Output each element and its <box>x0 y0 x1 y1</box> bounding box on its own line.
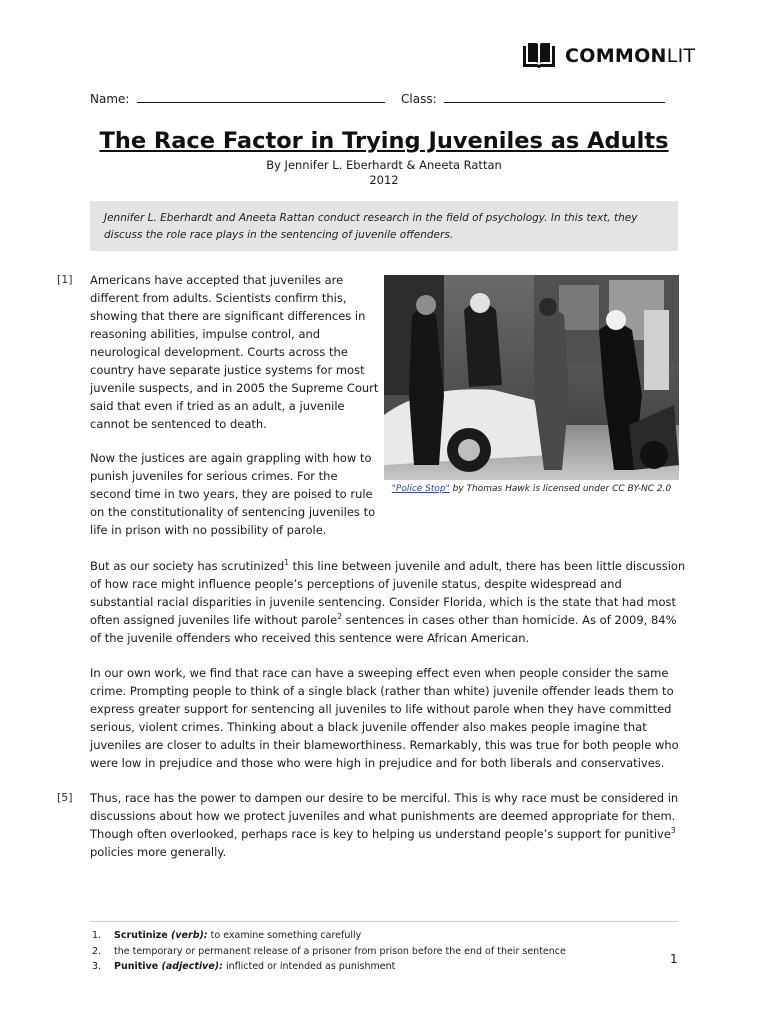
page-number: 1 <box>670 952 678 966</box>
paragraph-3: But as our society has scrutinized$^1$ this line between juvenile and adult, there has been little discussion of how race might influence people’s perceptions of juvenile status, despite widespread and substantial racial disparities in juvenile sentencing. Consider Florida, which is the state that had most often assigned juveniles life without parole$^2$ sentences in cases other than homicide. As of 2009, 84% of the juvenile offenders who received this sentence were African American. <box>90 558 686 645</box>
class-label: Class: <box>401 92 437 106</box>
footnote-1: 1. Scrutinize (verb): to examine something carefully <box>92 930 362 941</box>
authors: By Jennifer L. Eberhardt & Aneeta Rattan <box>266 158 502 172</box>
publication-year: 2012 <box>369 173 399 187</box>
police-stop-photo <box>384 275 679 480</box>
name-label: Name: <box>90 92 130 106</box>
intro-summary: Jennifer L. Eberhardt and Aneeta Rattan conduct research in the field of psychology. In this text, they discuss the role race plays in the sentencing of juvenile offenders. <box>90 201 678 251</box>
name-field <box>90 90 385 106</box>
paragraph-1: Americans have accepted that juveniles are different from adults. Scientists confirm this, showing that there are significant differences in reasoning abilities, impulse control, and neurological development. Courts across the country have separate justice systems for most juvenile suspects, and in 2005 the Supreme Court said that even if tried as an adult, a juvenile cannot be sentenced to death. <box>90 273 379 431</box>
class-field <box>401 90 665 106</box>
footnotes-list <box>92 928 566 975</box>
footnote-3: 3. Punitive (adjective): inflicted or intended as punishment <box>92 961 396 972</box>
paragraph-5: Thus, race has the power to dampen our desire to be merciful. This is why race must be considered in discussions about how we protect juveniles and what punishments are deemed appropriate for them. Though often overlooked, perhaps race is key to helping us understand people’s support for punitive$^3$ policies more generally. <box>90 791 679 859</box>
class-input-line[interactable] <box>444 90 665 103</box>
footnote-ref-3[interactable]: 3 <box>670 826 676 836</box>
footnote-divider <box>90 921 678 922</box>
paragraph-number: [1] <box>57 273 73 286</box>
paragraph-number: [5] <box>57 791 73 804</box>
byline-block <box>0 158 768 188</box>
brand-name: COMMONLIT <box>565 45 696 67</box>
open-book-icon <box>521 42 557 70</box>
document-title: The Race Factor in Trying Juveniles as Adults <box>99 128 669 154</box>
commonlit-logo <box>521 42 695 70</box>
photo-source-link[interactable]: "Police Stop" <box>391 484 450 494</box>
footnote-ref-2[interactable]: 2 <box>337 612 342 622</box>
footnote-ref-1[interactable]: 1 <box>284 558 290 568</box>
paragraph-2: Now the justices are again grappling with how to punish juveniles for serious crimes. For the second time in two years, they are poised to rule on the constitutionality of sentencing juveniles to life in prison with no possibility of parole. <box>90 451 376 537</box>
paragraph-4: In our own work, we find that race can have a sweeping effect even when people consider the same crime. Prompting people to think of a single black (rather than white) juvenile offender leads them to express greater support for sentencing all juveniles to life without parole when they have committed serious, violent crimes. Thinking about a black juvenile offender also makes people imagine that juveniles are closer to adults in their blameworthiness. Remarkably, this was true for both people who were low in prejudice and those who were high in prejudice and for both liberals and conservatives. <box>90 666 679 770</box>
name-input-line[interactable] <box>137 90 385 103</box>
photo-caption: "Police Stop" by Thomas Hawk is licensed under CC BY-NC 2.0 <box>391 484 672 494</box>
footnote-2: 2. the temporary or permanent release of a prisoner from prison before the end of their sentence <box>92 945 566 957</box>
